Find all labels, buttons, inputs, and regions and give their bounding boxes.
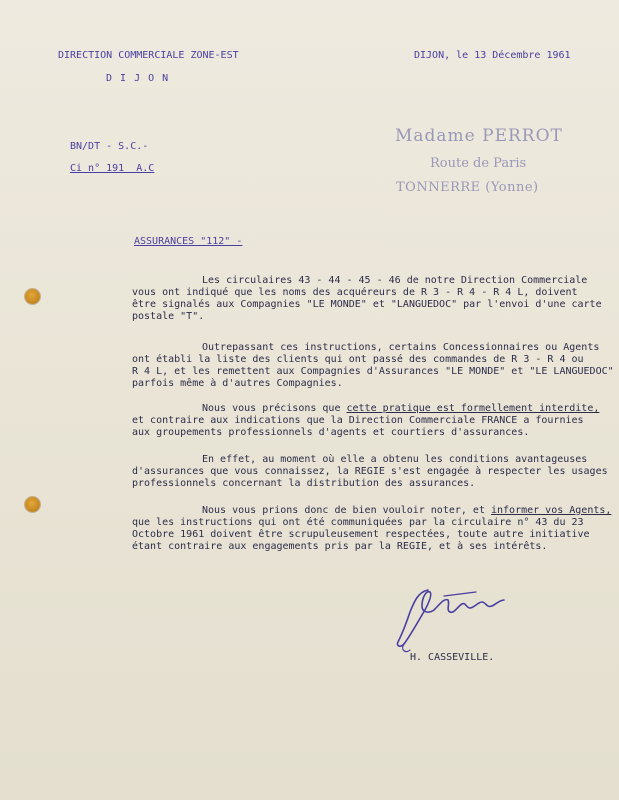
paragraph-text: Nous vous prions donc de bien vouloir noter, et	[202, 505, 491, 516]
paragraph-first-line	[132, 403, 612, 415]
paragraph-line: postale "T".	[132, 311, 205, 322]
circular-number: Ci n° 191 A.C	[70, 163, 155, 174]
paragraph-line: d'assurances que vous connaissez, la REGIE s'est engagée à respecter les usages	[132, 466, 608, 477]
paragraph-line: Outrepassant ces instructions, certains Concessionnaires ou Agents	[202, 342, 600, 353]
subject-line: ASSURANCES "112" -	[134, 236, 243, 247]
paragraph-line: Octobre 1961 doivent être scrupuleusement respectées, toute autre initiative	[132, 529, 590, 540]
paragraph-line: que les instructions qui ont été communiquées par la circulaire n° 43 du 23	[132, 517, 584, 528]
paragraph-line: et contraire aux indications que la Direction Commerciale FRANCE a fournies	[132, 415, 584, 426]
body-paragraph-5	[132, 505, 612, 553]
paragraph-line: Les circulaires 43 - 44 - 45 - 46 de notre Direction Commerciale	[202, 275, 588, 286]
recipient-name-stamp: Madame PERROT	[395, 126, 563, 146]
paragraph-line: vous ont indiqué que les noms des acquéreurs de R 3 - R 4 - R 4 L, doivent	[132, 287, 578, 298]
place-and-date: DIJON, le 13 Décembre 1961	[414, 50, 571, 61]
recipient-street-stamp: Route de Paris	[430, 156, 527, 171]
signatory-name: H. CASSEVILLE.	[410, 652, 495, 663]
underlined-warning: cette pratique est formellement interdite,	[346, 403, 600, 414]
paragraph-text: Nous vous précisons que	[202, 403, 347, 414]
body-paragraph-3	[132, 403, 612, 439]
paragraph-line: parfois même à d'autres Compagnies.	[132, 378, 343, 389]
paragraph-line: En effet, au moment où elle a obtenu les conditions avantageuses	[202, 454, 588, 465]
sender-city: D I J O N	[106, 73, 170, 84]
sender-department: DIRECTION COMMERCIALE ZONE-EST	[58, 50, 239, 61]
reference-code: BN/DT - S.C.-	[70, 141, 149, 152]
paragraph-line: R 4 L, et les remettent aux Compagnies d'Assurances "LE MONDE" et "LE LANGUEDOC"	[132, 366, 614, 377]
recipient-city-stamp: TONNERRE (Yonne)	[396, 180, 539, 195]
paragraph-line: ont établi la liste des clients qui ont passé des commandes de R 3 - R 4 ou	[132, 354, 584, 365]
paragraph-line: professionnels concernant la distribution des assurances.	[132, 478, 476, 489]
body-paragraph-2	[132, 342, 612, 390]
punch-hole-bottom	[25, 497, 40, 512]
body-paragraph-4	[132, 454, 612, 490]
body-paragraph-1	[132, 275, 612, 323]
underlined-instruction: informer vos Agents,	[490, 505, 612, 516]
punch-hole-top	[25, 289, 40, 304]
handwritten-signature	[388, 578, 528, 658]
paragraph-line: étant contraire aux engagements pris par la REGIE, et à ses intérêts.	[132, 541, 548, 552]
paragraph-first-line	[132, 505, 612, 517]
paragraph-line: être signalés aux Compagnies "LE MONDE" et "LANGUEDOC" par l'envoi d'une carte	[132, 299, 602, 310]
paragraph-line: aux groupements professionnels d'agents et courtiers d'assurances.	[132, 427, 530, 438]
